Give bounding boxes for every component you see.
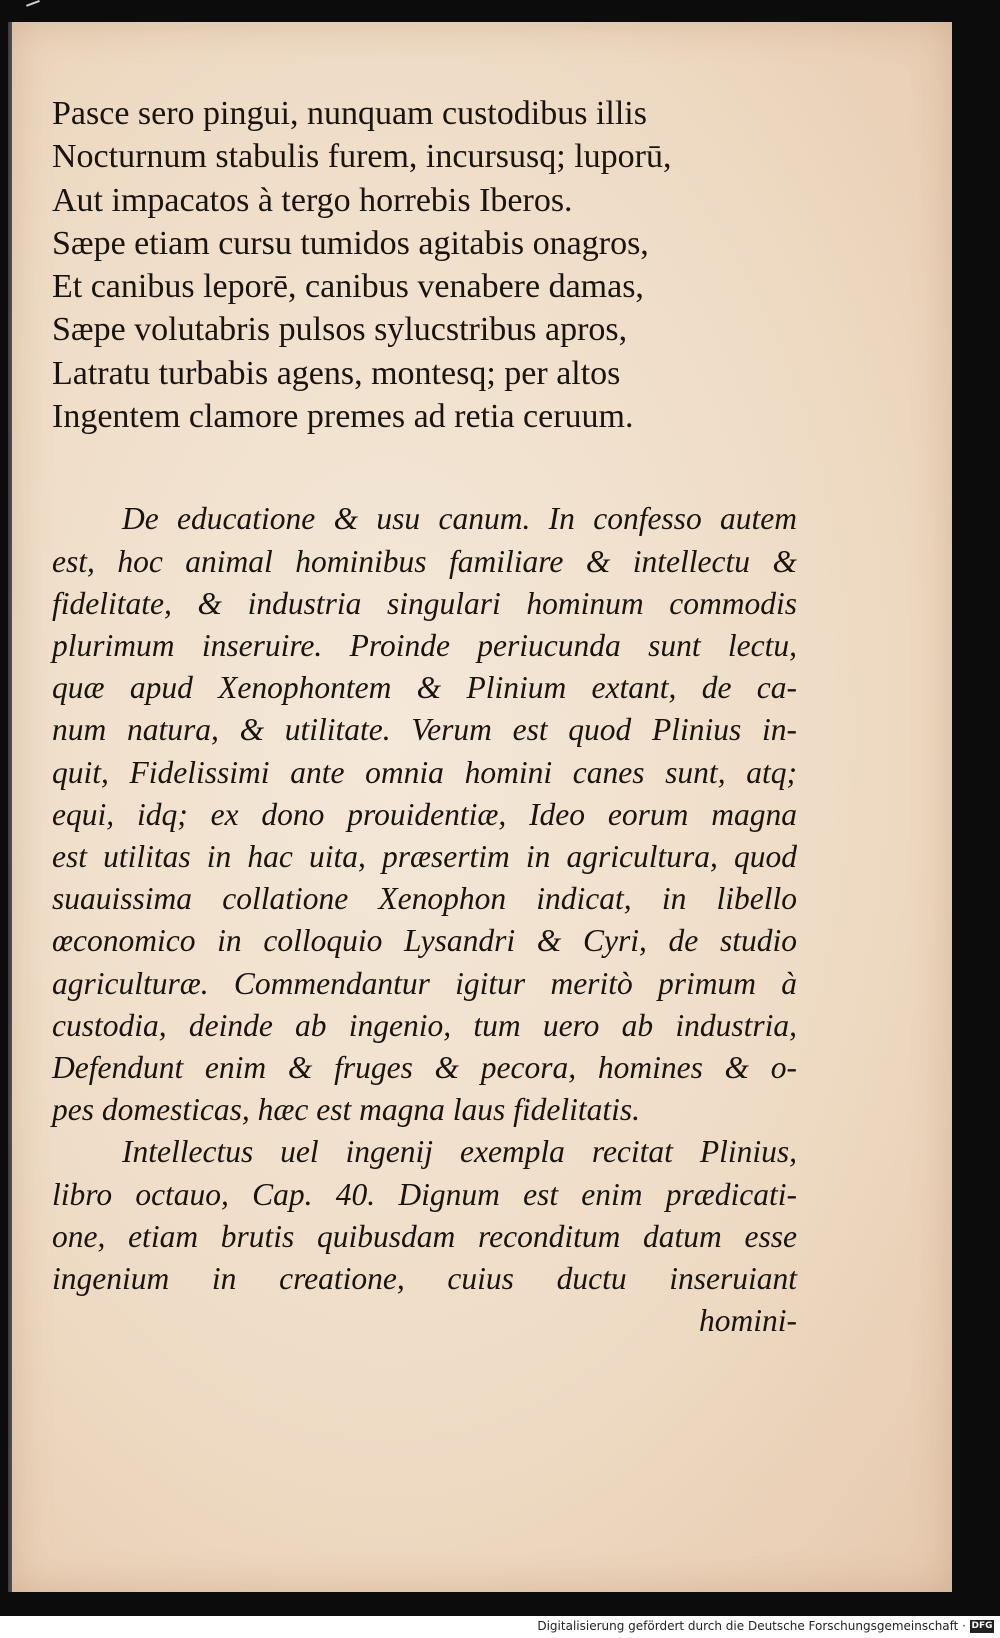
funding-credit: Digitalisierung gefördert durch die Deutsche Forschungsgemeinschaft · (537, 1619, 966, 1633)
prose-line: agriculturæ. Commendantur igitur meritò primum à (52, 965, 797, 1001)
prose-line: libro octauo, Cap. 40. Dignum est enim prædicati- (52, 1176, 797, 1212)
prose-line: custodia, deinde ab ingenio, tum uero ab industria, (52, 1007, 797, 1043)
verse-line: Aut impacatos à tergo horrebis Iberos. (52, 181, 573, 219)
verse-block (52, 92, 797, 438)
book-page (12, 22, 952, 1592)
prose-line: num natura, & utilitate. Verum est quod Plinius in- (52, 712, 797, 748)
verse-line: Nocturnum stabulis furem, incursusq; luporū, (52, 138, 672, 176)
catchword: homini- (699, 1303, 797, 1339)
prose-line: quæ apud Xenophontem & Plinium extant, de ca- (52, 670, 797, 706)
prose-line: ingenium in creatione, cuius ductu inseruiant (52, 1261, 797, 1297)
digitization-footer (0, 1616, 1000, 1638)
corner-mark (26, 0, 44, 18)
verse-line: Sæpe etiam cursu tumidos agitabis onagros, (52, 224, 649, 262)
prose-line: œconomico in colloquio Lysandri & Cyri, de studio (52, 923, 797, 959)
prose-block (52, 498, 797, 1342)
prose-line: plurimum inseruire. Proinde periucunda sunt lectu, (52, 627, 797, 663)
prose-line: pes domesticas, hæc est magna laus fidelitatis. (52, 1092, 640, 1128)
verse-line: Sæpe volutabris pulsos sylucstribus apros, (52, 311, 628, 349)
prose-line: est, hoc animal hominibus familiare & intellectu & (52, 543, 797, 579)
prose-line: Intellectus uel ingenij exempla recitat Plinius, (122, 1134, 797, 1170)
prose-line: De educatione & usu canum. In confesso autem (122, 501, 797, 537)
prose-line: equi, idq; ex dono prouidentiæ, Ideo eorum magna (52, 796, 797, 832)
prose-line: suauissima collatione Xenophon indicat, in libello (52, 881, 797, 917)
prose-line: one, etiam brutis quibusdam reconditum datum esse (52, 1218, 797, 1254)
verse-line: Et canibus leporē, canibus venabere damas, (52, 268, 644, 306)
prose-line: quit, Fidelissimi ante omnia homini canes sunt, atq; (52, 754, 797, 790)
prose-line: fidelitate, & industria singulari hominum commodis (52, 585, 797, 621)
verse-line: Ingentem clamore premes ad retia ceruum. (52, 398, 634, 436)
page-text (52, 92, 797, 1342)
prose-line: est utilitas in hac uita, præsertim in agricultura, quod (52, 839, 797, 874)
dfg-logo: DFG (971, 1621, 993, 1631)
verse-line: Latratu turbabis agens, montesq; per altos (52, 354, 621, 392)
verse-line: Pasce sero pingui, nunquam custodibus illis (52, 95, 647, 132)
prose-line: Defendunt enim & fruges & pecora, homines & o- (52, 1050, 797, 1086)
